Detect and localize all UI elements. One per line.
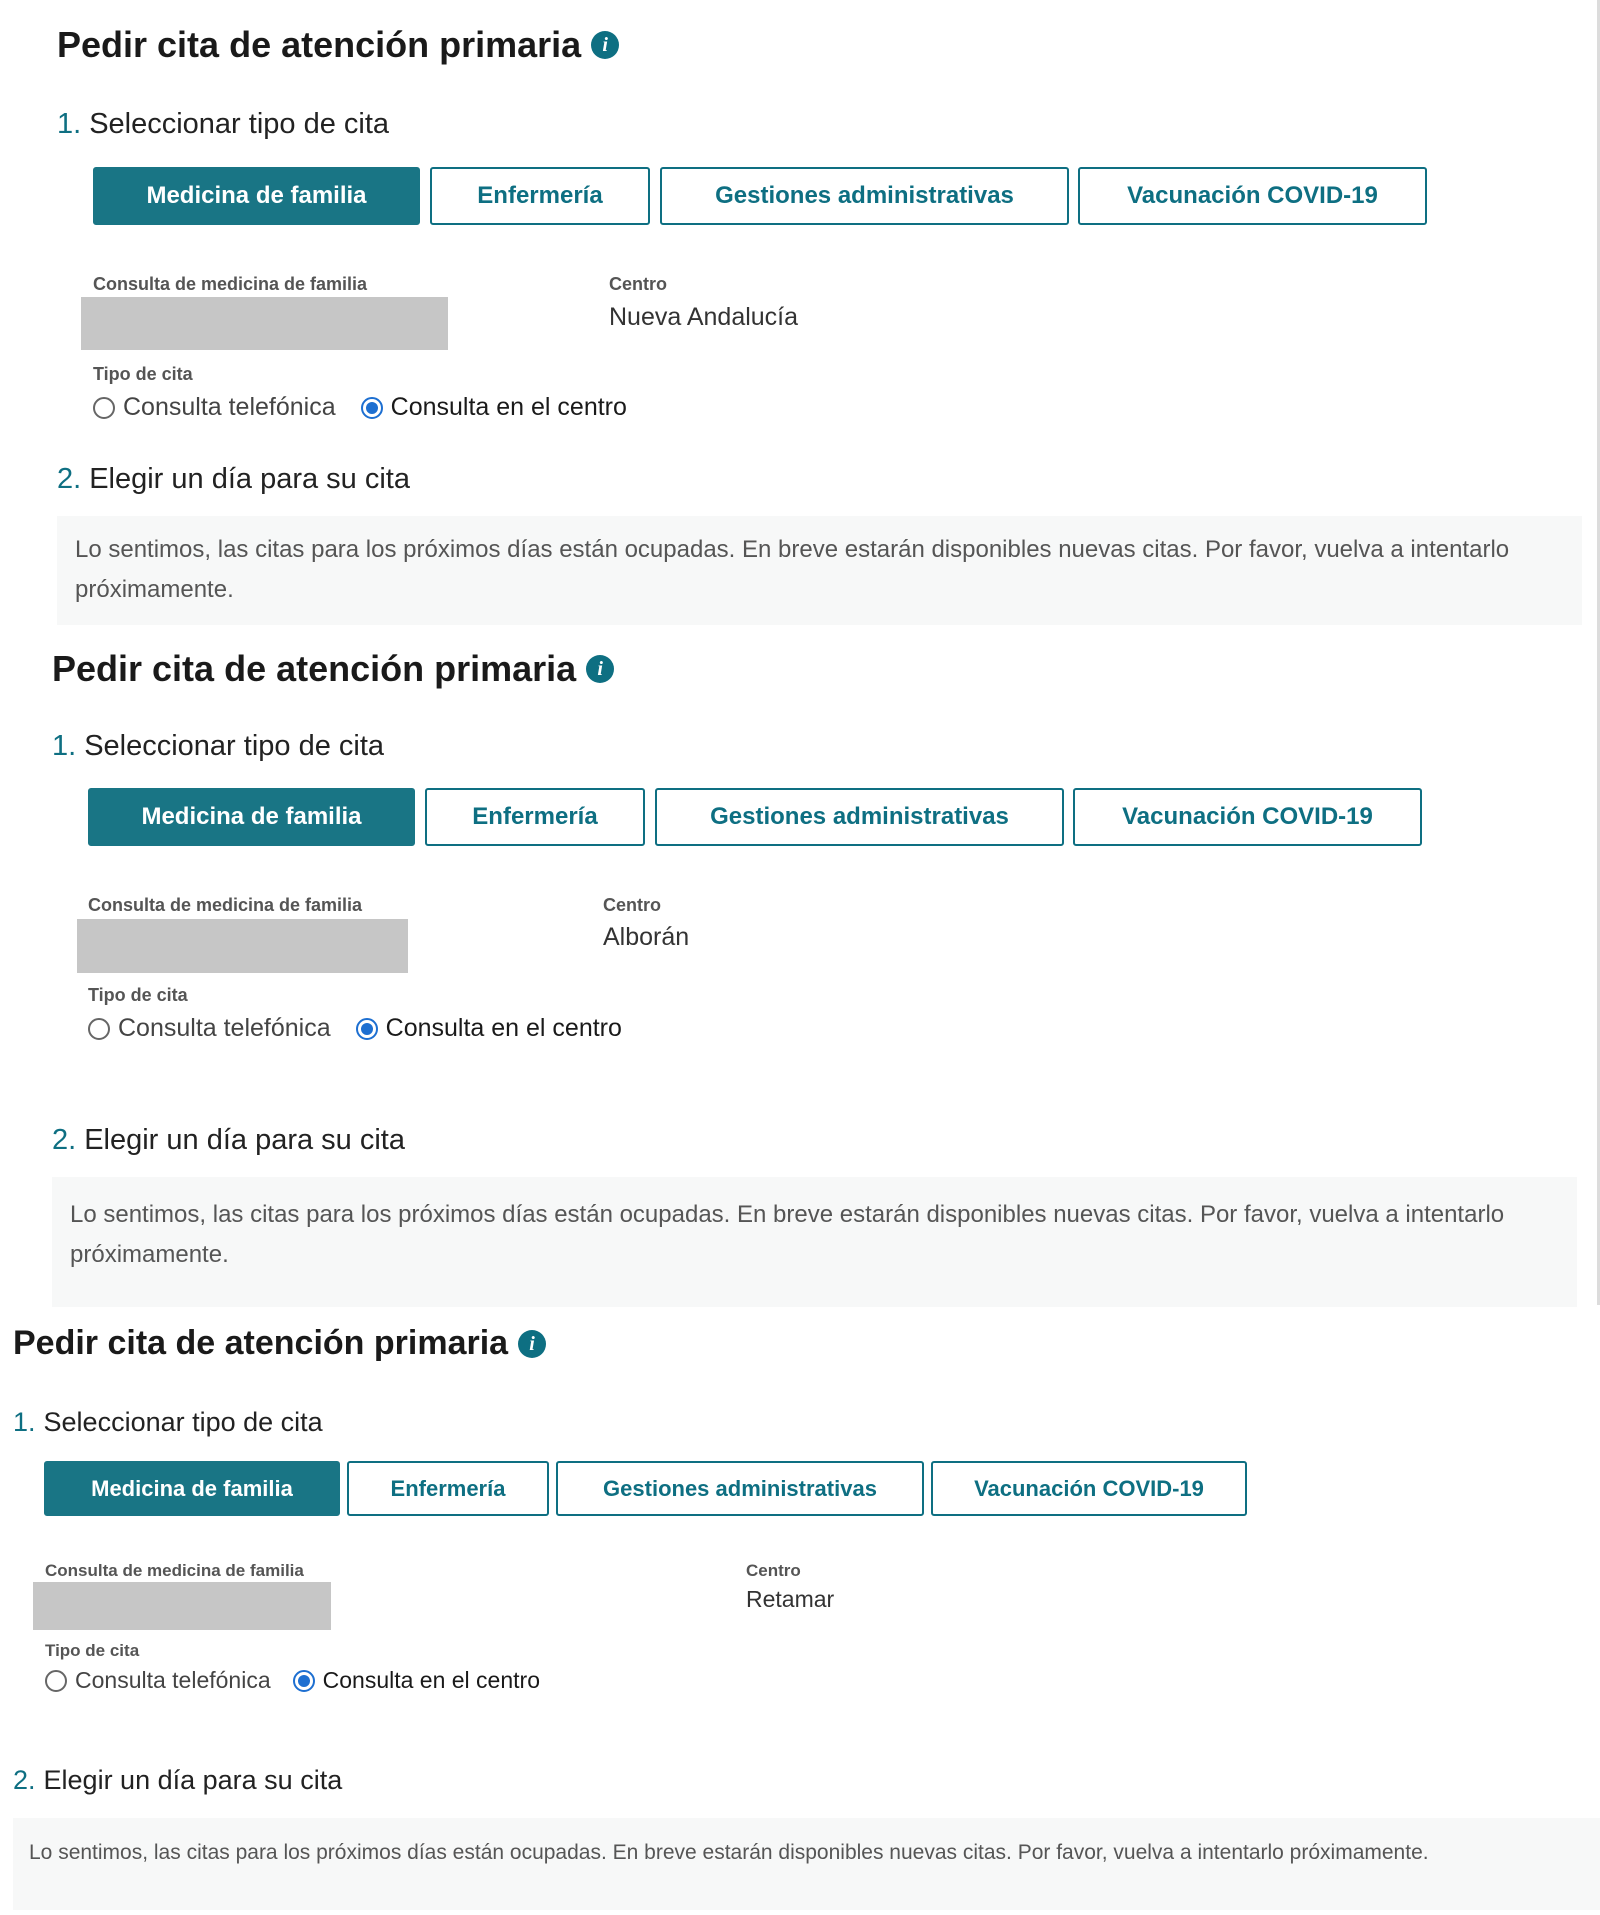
tab-medicina-de-familia[interactable]: Medicina de familia xyxy=(93,167,420,225)
tab-enfermeria[interactable]: Enfermería xyxy=(347,1461,549,1516)
page-title xyxy=(13,1324,546,1363)
step-number: 1. xyxy=(57,108,82,140)
step-label: Elegir un día para su cita xyxy=(84,1124,405,1156)
radio-circle-selected[interactable] xyxy=(293,1670,315,1692)
step-2-title xyxy=(52,1124,405,1157)
tab-gestiones-administrativas[interactable]: Gestiones administrativas xyxy=(655,788,1064,846)
radio-consulta-en-el-centro[interactable] xyxy=(361,393,627,422)
step-1-title xyxy=(52,730,384,763)
page-title-text: Pedir cita de atención primaria xyxy=(57,24,582,65)
tab-vacunacion-covid[interactable]: Vacunación COVID-19 xyxy=(931,1461,1247,1516)
no-appointments-message: Lo sentimos, las citas para los próximos días están ocupadas. En breve estarán disponibles nuevas citas. Por favor, vuelva a intentarlo próximamente. xyxy=(13,1818,1600,1910)
appointment-panel-alboran xyxy=(0,630,1600,1310)
step-label: Elegir un día para su cita xyxy=(89,463,410,495)
step-number: 1. xyxy=(52,730,77,762)
info-icon[interactable]: i xyxy=(591,31,619,59)
tab-gestiones-administrativas[interactable]: Gestiones administrativas xyxy=(556,1461,924,1516)
tipo-de-cita-radio-group xyxy=(88,1014,622,1043)
radio-label: Consulta en el centro xyxy=(385,1014,622,1042)
step-label: Seleccionar tipo de cita xyxy=(89,108,390,140)
info-icon[interactable]: i xyxy=(518,1330,546,1358)
radio-consulta-telefonica[interactable] xyxy=(88,1014,331,1043)
radio-label: Consulta en el centro xyxy=(322,1667,540,1693)
radio-circle-selected[interactable] xyxy=(361,397,383,419)
no-appointments-message: Lo sentimos, las citas para los próximos días están ocupadas. En breve estarán disponibles nuevas citas. Por favor, vuelva a intentarlo próximamente. xyxy=(52,1177,1577,1307)
redacted-consulta-field xyxy=(33,1582,331,1630)
step-number: 1. xyxy=(13,1407,36,1437)
tab-vacunacion-covid[interactable]: Vacunación COVID-19 xyxy=(1073,788,1422,846)
centro-label: Centro xyxy=(609,274,667,294)
step-number: 2. xyxy=(57,463,82,495)
radio-consulta-telefonica[interactable] xyxy=(45,1667,271,1694)
page-title xyxy=(52,648,614,690)
appointment-panel-nueva-andalucia xyxy=(0,0,1600,630)
radio-consulta-en-el-centro[interactable] xyxy=(293,1667,540,1694)
centro-value: Alborán xyxy=(603,923,690,951)
radio-consulta-telefonica[interactable] xyxy=(93,393,336,422)
redacted-consulta-field xyxy=(81,297,448,350)
page-title-text: Pedir cita de atención primaria xyxy=(52,648,577,689)
page-title-text: Pedir cita de atención primaria xyxy=(13,1324,509,1362)
page-title xyxy=(57,24,619,66)
radio-label: Consulta telefónica xyxy=(118,1014,331,1042)
step-1-title xyxy=(57,108,389,141)
step-number: 2. xyxy=(13,1765,36,1795)
tab-gestiones-administrativas[interactable]: Gestiones administrativas xyxy=(660,167,1069,225)
step-label: Seleccionar tipo de cita xyxy=(84,730,385,762)
appointment-panel-retamar xyxy=(0,1310,1600,1915)
consulta-label: Consulta de medicina de familia xyxy=(45,1561,304,1580)
step-2-title xyxy=(57,463,410,496)
tipo-de-cita-label: Tipo de cita xyxy=(88,985,188,1005)
tab-medicina-de-familia[interactable]: Medicina de familia xyxy=(44,1461,340,1516)
tipo-de-cita-label: Tipo de cita xyxy=(93,364,193,384)
radio-label: Consulta en el centro xyxy=(390,393,627,421)
tab-vacunacion-covid[interactable]: Vacunación COVID-19 xyxy=(1078,167,1427,225)
consulta-label: Consulta de medicina de familia xyxy=(93,274,368,294)
radio-label: Consulta telefónica xyxy=(123,393,336,421)
consulta-label: Consulta de medicina de familia xyxy=(88,895,363,915)
info-icon[interactable]: i xyxy=(586,655,614,683)
radio-consulta-en-el-centro[interactable] xyxy=(356,1014,622,1043)
radio-circle[interactable] xyxy=(93,397,115,419)
step-label: Seleccionar tipo de cita xyxy=(43,1407,323,1437)
radio-label: Consulta telefónica xyxy=(75,1667,271,1693)
step-1-title xyxy=(13,1407,323,1438)
tipo-de-cita-radio-group xyxy=(45,1667,540,1694)
step-label: Elegir un día para su cita xyxy=(43,1765,343,1795)
radio-circle-selected[interactable] xyxy=(356,1018,378,1040)
no-appointments-message: Lo sentimos, las citas para los próximos días están ocupadas. En breve estarán disponibles nuevas citas. Por favor, vuelva a intentarlo próximamente. xyxy=(57,516,1582,625)
centro-value: Retamar xyxy=(746,1586,835,1612)
tipo-de-cita-radio-group xyxy=(93,393,627,422)
centro-label: Centro xyxy=(746,1561,801,1580)
radio-circle[interactable] xyxy=(88,1018,110,1040)
centro-label: Centro xyxy=(603,895,661,915)
centro-value: Nueva Andalucía xyxy=(609,303,799,331)
tab-enfermeria[interactable]: Enfermería xyxy=(425,788,645,846)
step-number: 2. xyxy=(52,1124,77,1156)
tab-enfermeria[interactable]: Enfermería xyxy=(430,167,650,225)
tipo-de-cita-label: Tipo de cita xyxy=(45,1641,140,1660)
redacted-consulta-field xyxy=(77,919,408,973)
step-2-title xyxy=(13,1765,342,1796)
tab-medicina-de-familia[interactable]: Medicina de familia xyxy=(88,788,415,846)
radio-circle[interactable] xyxy=(45,1670,67,1692)
